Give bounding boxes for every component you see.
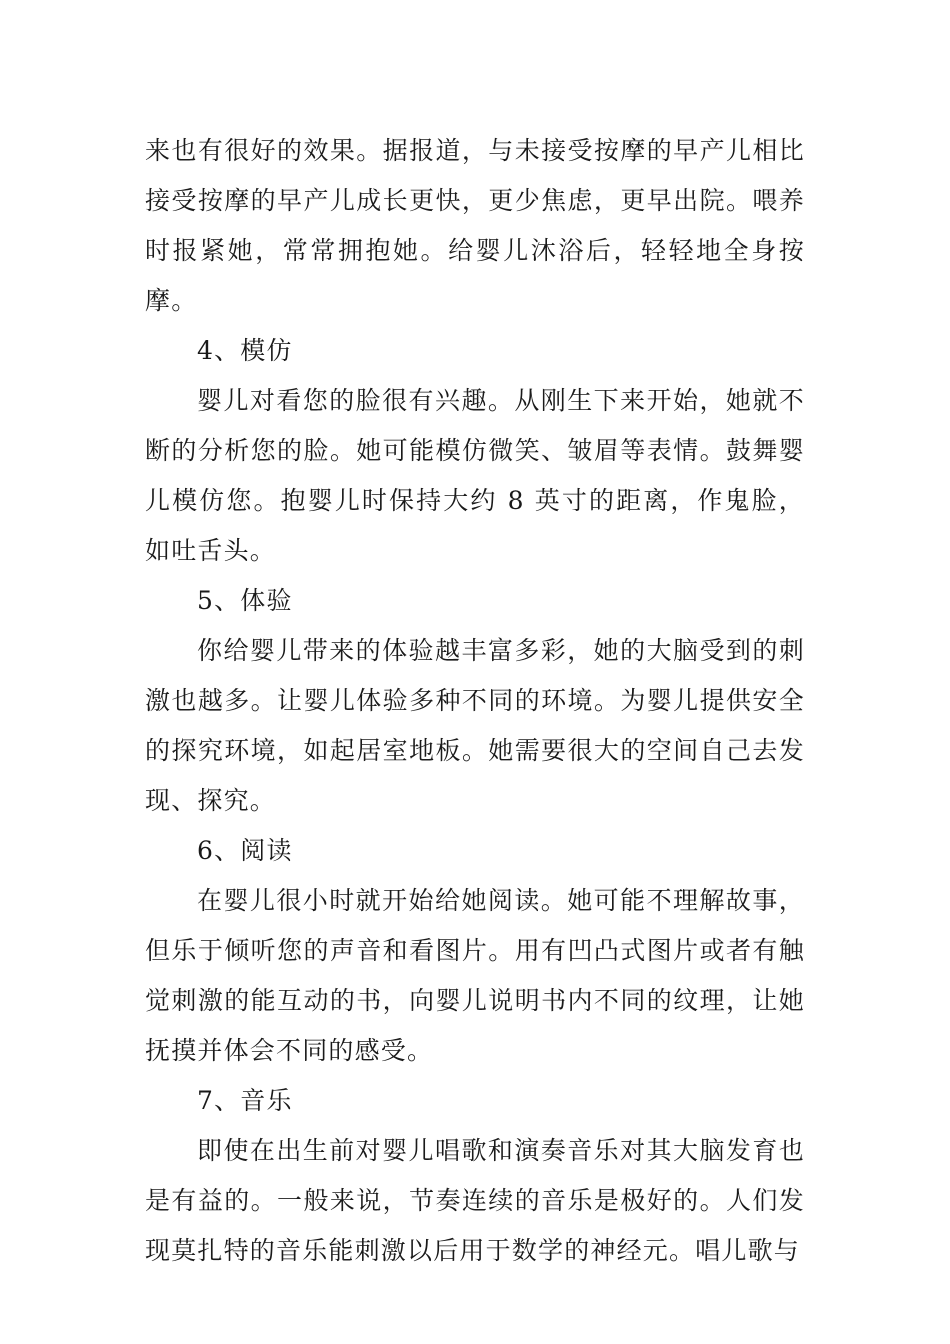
paragraph-imitation: 婴儿对看您的脸很有兴趣。从刚生下来开始，她就不断的分析您的脸。她可能模仿微笑、皱眉等表情。鼓舞婴儿模仿您。抱婴儿时保持大约 8 英寸的距离，作鬼脸，如吐舌头。: [145, 386, 805, 565]
paragraph-massage-continued: 来也有很好的效果。据报道，与未接受按摩的早产儿相比接受按摩的早产儿成长更快，更少焦虑，更早出院。喂养时报紧她，常常拥抱她。给婴儿沐浴后，轻轻地全身按摩。: [145, 136, 805, 315]
paragraph-reading: 在婴儿很小时就开始给她阅读。她可能不理解故事，但乐于倾听您的声音和看图片。用有凹凸式图片或者有触觉刺激的能互动的书，向婴儿说明书内不同的纹理，让她抚摸并体会不同的感受。: [145, 886, 805, 1065]
paragraph-music: 即使在出生前对婴儿唱歌和演奏音乐对其大脑发育也是有益的。一般来说，节奏连续的音乐是极好的。人们发现莫扎特的音乐能刺激以后用于数学的神经元。唱儿歌与: [145, 1136, 805, 1265]
heading-imitation: 4、模仿: [197, 336, 293, 365]
heading-experience: 5、体验: [197, 586, 293, 615]
heading-reading: 6、阅读: [197, 836, 293, 865]
paragraph-experience: 你给婴儿带来的体验越丰富多彩，她的大脑受到的刺激也越多。让婴儿体验多种不同的环境。为婴儿提供安全的探究环境，如起居室地板。她需要很大的空间自己去发现、探究。: [145, 636, 805, 815]
document-body: [145, 126, 805, 1276]
heading-music: 7、音乐: [197, 1086, 293, 1115]
